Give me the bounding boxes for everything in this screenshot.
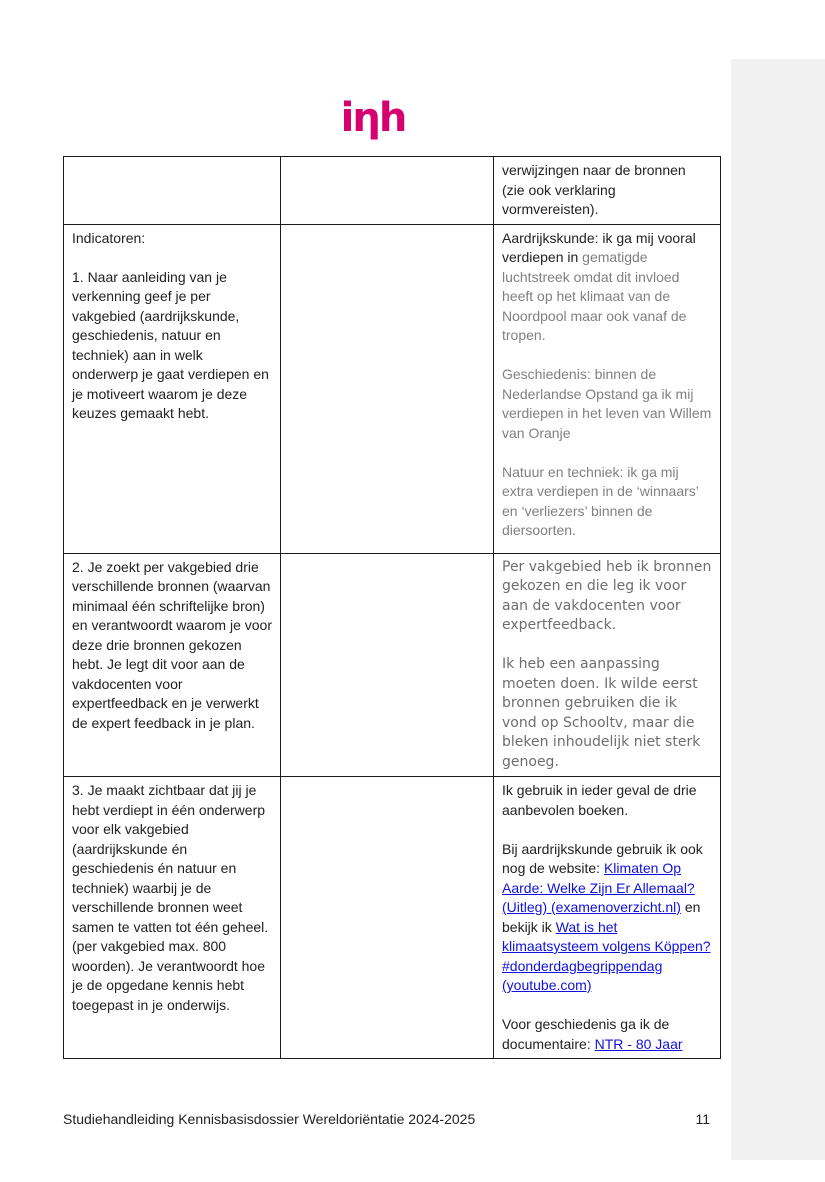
- continued-source-note: verwijzingen naar de bronnen (zie ook verklaring vormvereisten).: [502, 162, 686, 217]
- page-footer: [63, 1111, 720, 1127]
- table-row: [64, 777, 721, 1059]
- cell-r2-middle: [281, 224, 494, 553]
- answer-nature-tech: Natuur en techniek: ik ga mij extra verdiepen in de ‘winnaars’ en ‘verliezers’ binnen de diersoorten.: [502, 463, 699, 538]
- answer-geography: Aardrijkskunde: ik ga mij vooral verdiepen in gematigde luchtstreek omdat dit invloed heeft op het klimaat van de Noordpool maar ook vanaf de tropen.: [502, 229, 696, 343]
- cell-r2-answer: [494, 224, 721, 553]
- answer-sources-chosen: Per vakgebied heb ik bronnen gekozen en die leg ik voor aan de vakdocenten voor expertfeedback.: [502, 558, 712, 633]
- link-ntr-80-jaar[interactable]: NTR - 80 Jaar: [594, 1035, 683, 1052]
- link-koppen-youtube[interactable]: Wat is het klimaatsysteem volgens Köppen? #donderdagbegrippendag (youtube.com): [502, 918, 711, 993]
- footer-page-number: 11: [695, 1111, 710, 1127]
- cell-r4-middle: [281, 777, 494, 1059]
- inholland-logo: iηh: [340, 95, 406, 141]
- cell-r4-indicator: [64, 777, 281, 1059]
- indicator-1-text: 1. Naar aanleiding van je verkenning geef je per vakgebied (aardrijkskunde, geschiedenis, natuur en techniek) aan in welk onderwerp je gaat verdiepen en je motiveert waarom je deze keuzes gemaakt hebt.: [72, 268, 269, 421]
- answer-history-documentary: Voor geschiedenis ga ik de documentaire: NTR - 80 Jaar: [502, 1016, 683, 1052]
- cell-r1-middle: [281, 157, 494, 225]
- indicator-2-text: 2. Je zoekt per vakgebied drie verschillende bronnen (waarvan minimaal één schriftelijke bron) en verantwoordt waarom je voor deze drie bronnen gekozen hebt. Je legt dit voor aan de vakdocenten voor expertfeedback en je verwerkt de expert feedback in je plan.: [72, 558, 272, 731]
- answer-geography-sources: Bij aardrijkskunde gebruik ik ook nog de website: Klimaten Op Aarde: Welke Zijn Er Allemaal? (Uitleg) (examenoverzicht.nl) en bekijk ik Wat is het klimaatsysteem volgens Köppen? #donderdagbegrippendag (youtube.com): [502, 840, 711, 993]
- link-klimaten-op-aarde[interactable]: Klimaten Op Aarde: Welke Zijn Er Allemaal? (Uitleg) (examenoverzicht.nl): [502, 860, 695, 915]
- rubric-table: [63, 156, 721, 1059]
- table-row: [64, 157, 721, 225]
- cell-r3-middle: [281, 553, 494, 777]
- cell-r2-indicator: [64, 224, 281, 553]
- cell-r3-answer: [494, 553, 721, 777]
- table-row: [64, 553, 721, 777]
- answer-books: Ik gebruik in ieder geval de drie aanbevolen boeken.: [502, 782, 697, 818]
- indicator-3-text: 3. Je maakt zichtbaar dat jij je hebt verdiept in één onderwerp voor elk vakgebied (aardrijkskunde én geschiedenis én natuur en techniek) waarbij je de verschillende bronnen weet samen te vatten tot één geheel. (per vakgebied max. 800 woorden). Je verantwoordt hoe je de opgedane kennis hebt toegepast in je onderwijs.: [72, 782, 269, 1013]
- answer-history: Geschiedenis: binnen de Nederlandse Opstand ga ik mij verdiepen in het leven van Willem van Oranje: [502, 366, 712, 441]
- answer-adjustment: Ik heb een aanpassing moeten doen. Ik wilde eerst bronnen gebruiken die ik vond op Schooltv, maar die bleken inhoudelijk niet sterk genoeg.: [502, 656, 701, 770]
- right-gray-panel: [731, 59, 825, 1160]
- indicator-heading: Indicatoren:: [72, 229, 146, 246]
- cell-r1-indicator: [64, 157, 281, 225]
- cell-r1-answer: [494, 157, 721, 225]
- table-row: [64, 224, 721, 553]
- footer-title: Studiehandleiding Kennisbasisdossier Wereldoriëntatie 2024-2025: [63, 1111, 476, 1127]
- cell-r3-indicator: [64, 553, 281, 777]
- cell-r4-answer: [494, 777, 721, 1059]
